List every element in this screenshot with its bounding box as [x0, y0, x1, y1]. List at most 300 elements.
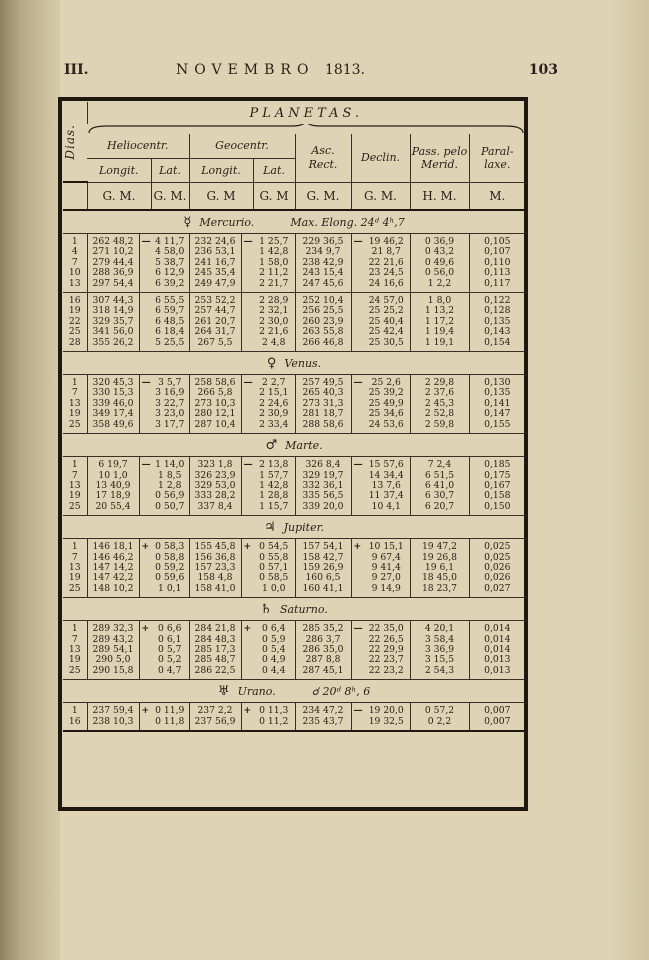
declin-cell: 25 40,4 [368, 316, 404, 327]
day-cell: 13 [68, 562, 81, 573]
geo-longit-cell: 257 44,7 [189, 306, 241, 316]
helio-lat-sign [139, 645, 151, 655]
asc-rect-cell: 288 58,6 [295, 420, 351, 434]
helio-lat-sign [139, 717, 151, 731]
geo-lat-sign: — [241, 375, 253, 389]
day-cell: 13 [68, 480, 81, 491]
pass-merid-cell: 6 30,7 [410, 491, 469, 501]
geo-lat-cell: 2 28,9 [253, 293, 295, 307]
asc-rect-cell: 159 26,9 [295, 563, 351, 573]
geo-lat-sign [241, 491, 253, 501]
planet-title-cell [63, 516, 525, 539]
brace-row [87, 124, 525, 134]
asc-rect-cell: 234 9,7 [295, 247, 351, 257]
unit-cell: M. [469, 182, 525, 210]
declin-sign: + [351, 539, 363, 553]
helio-lat-cell: 6 55,5 [151, 293, 189, 307]
geo-longit-cell: 285 48,7 [189, 655, 241, 665]
pass-merid-cell: 19 47,2 [410, 539, 469, 553]
heliocentr-header: Heliocentr. [107, 139, 169, 153]
geo-lat-cell: 1 42,8 [259, 480, 289, 491]
declin-cell: 11 37,4 [368, 491, 404, 502]
asc-rect-cell: 281 18,7 [295, 409, 351, 419]
parallaxe-header: Paral-laxe. [469, 134, 525, 182]
helio-longit-cell: 237 59,4 [87, 703, 139, 717]
helio-lat-cell: 0 59,2 [155, 562, 185, 573]
geo-lat-sign [241, 247, 253, 257]
parallaxe-cell: 0,135 [469, 388, 525, 398]
planet-symbol: ♀ [266, 355, 277, 371]
day-cell: 1 [71, 623, 78, 635]
day-cell: 13 [68, 398, 81, 409]
declin-cell: 25 42,4 [368, 327, 404, 338]
table-row [63, 409, 525, 419]
geo-lat-sign [241, 327, 253, 337]
planet-name: Jupiter. [283, 520, 325, 534]
pass-merid-cell: 6 51,5 [410, 471, 469, 481]
geo-lat-sign [241, 666, 253, 680]
declin-sign [351, 247, 363, 257]
geocentr-header: Geocentr. [189, 134, 295, 158]
declin-cell: 21 8,7 [371, 247, 401, 258]
page-number-left: III. [64, 62, 89, 78]
asc-rect-cell: 243 15,4 [295, 268, 351, 278]
geo-longit-cell: 258 58,6 [189, 375, 241, 389]
geo-lat-sign [241, 338, 253, 352]
table-row [63, 539, 525, 553]
declin-cell: 25 30,5 [368, 337, 404, 348]
parallaxe-cell: 0,143 [469, 327, 525, 337]
asc-rect-cell: 158 42,7 [295, 553, 351, 563]
ephemeris-table-frame [58, 97, 528, 811]
day-cell: 19 [68, 306, 81, 317]
asc-rect-cell: 229 36,5 [295, 234, 351, 248]
pass-merid-cell: 3 15,5 [410, 655, 469, 665]
table-row [63, 717, 525, 731]
helio-lat-sign [139, 420, 151, 434]
geo-longit-cell: 266 5,8 [189, 388, 241, 398]
declin-cell: 25 34,6 [368, 409, 404, 420]
declin-sign [351, 399, 363, 409]
geo-lat-cell: 0 58,5 [259, 573, 289, 584]
helio-lat-sign [139, 584, 151, 598]
day-cell: 1 [71, 377, 78, 389]
parallaxe-cell: 0,014 [469, 635, 525, 645]
parallaxe-cell: 0,013 [469, 666, 525, 680]
geo-lat-sign [241, 553, 253, 563]
geo-lat-sign [241, 279, 253, 293]
geo-lat-cell: 0 5,4 [262, 644, 286, 655]
geo-lat-sign [241, 420, 253, 434]
parallaxe-cell: 0,122 [469, 293, 525, 307]
asc-rect-cell: 238 42,9 [295, 258, 351, 268]
declin-cell: 25 39,2 [368, 388, 404, 399]
declin-cell: 24 53,6 [368, 419, 404, 430]
helio-lat-cell: 3 23,0 [155, 409, 185, 420]
declin-cell: 10 4,1 [371, 501, 401, 512]
helio-lat-sign [139, 573, 151, 583]
pass-merid-cell: 2 54,3 [410, 666, 469, 680]
declin-cell: 22 21,6 [368, 257, 404, 268]
pass-merid-cell: 2 37,6 [410, 388, 469, 398]
day-cell: 13 [68, 278, 81, 289]
day-cell: 25 [68, 583, 81, 594]
asc-rect-cell: 329 19,7 [295, 471, 351, 481]
declin-cell: 19 46,2 [368, 236, 404, 247]
declin-sign [351, 409, 363, 419]
month-title: NOVEMBRO [176, 62, 315, 78]
parallaxe-cell: 0,141 [469, 399, 525, 409]
day-cell: 19 [68, 409, 81, 420]
geo-lat-cell: 2 24,6 [259, 398, 289, 409]
asc-rect-cell: 265 40,3 [295, 388, 351, 398]
geo-lat-sign [241, 258, 253, 268]
helio-longit-cell: 297 54,4 [87, 279, 139, 293]
geo-lat-cell: 2 30,9 [259, 409, 289, 420]
declin-cell: 14 34,4 [368, 470, 404, 481]
geo-lat-cell: 1 58,0 [259, 257, 289, 268]
pass-merid-cell: 6 20,7 [410, 502, 469, 516]
declin-cell: 25 2,6 [371, 377, 401, 389]
asc-rect-cell: 160 6,5 [295, 573, 351, 583]
planet-section-header [63, 680, 525, 703]
declin-sign [351, 388, 363, 398]
helio-longit-cell: 20 55,4 [87, 502, 139, 516]
helio-longit-cell: 148 10,2 [87, 584, 139, 598]
pass-merid-cell: 1 19,4 [410, 327, 469, 337]
day-cell: 1 [71, 541, 78, 553]
declin-cell: 9 14,9 [371, 583, 401, 594]
helio-lat-sign [139, 481, 151, 491]
declin-sign: — [351, 234, 363, 248]
parallaxe-cell: 0,128 [469, 306, 525, 316]
page-edge-shadow [609, 0, 649, 960]
geo-longit-cell: 329 53,0 [189, 481, 241, 491]
geo-lat-cell: 1 0,0 [262, 583, 286, 594]
unit-cell: G. M. [351, 182, 410, 210]
table-row [63, 268, 525, 278]
asc-rect-cell: 332 36,1 [295, 481, 351, 491]
helio-longit-cell: 238 10,3 [87, 717, 139, 731]
unit-cell: G. M. [295, 182, 351, 210]
pass-merid-cell: 0 57,2 [410, 703, 469, 717]
parallaxe-cell: 0,026 [469, 573, 525, 583]
geo-lat-cell: 2 13,8 [259, 459, 289, 471]
helio-lat-sign [139, 293, 151, 307]
helio-lat-sign [139, 553, 151, 563]
planet-name: Marte. [285, 438, 323, 452]
asc-rect-cell: 260 23,9 [295, 317, 351, 327]
day-cell: 7 [71, 470, 78, 481]
helio-longit-cell: 147 42,2 [87, 573, 139, 583]
curly-brace [87, 124, 525, 134]
table-row [63, 635, 525, 645]
helio-lat-cell: 6 39,2 [155, 278, 185, 289]
day-cell: 25 [68, 501, 81, 512]
pass-merid-cell: 19 26,8 [410, 553, 469, 563]
parallaxe-cell: 0,014 [469, 645, 525, 655]
geo-longit-cell: 285 17,3 [189, 645, 241, 655]
helio-lat-sign: — [139, 375, 151, 389]
declin-sign: — [351, 375, 363, 389]
table-row [63, 703, 525, 717]
geo-lat-cell: 1 57,7 [259, 470, 289, 481]
table-row [63, 293, 525, 307]
geo-longit-cell: 249 47,9 [189, 279, 241, 293]
planet-title-cell [63, 434, 525, 457]
geo-lat-header: Lat. [253, 158, 295, 182]
asc-rect-cell: 234 47,2 [295, 703, 351, 717]
geo-lat-sign [241, 645, 253, 655]
asc-rect-cell: 326 8,4 [295, 457, 351, 471]
declin-cell: 22 29,9 [368, 644, 404, 655]
planet-section-header [63, 516, 525, 539]
asc-rect-cell: 235 43,7 [295, 717, 351, 731]
table-row [63, 234, 525, 248]
table-row [63, 502, 525, 516]
asc-rect-cell: 339 20,0 [295, 502, 351, 516]
pass-merid-cell: 1 19,1 [410, 338, 469, 352]
parallaxe-cell: 0,150 [469, 502, 525, 516]
helio-lat-cell: 5 25,5 [155, 337, 185, 348]
pass-merid-header: Pass. pelo Merid. [410, 134, 469, 182]
helio-lat-cell: 4 11,7 [155, 236, 185, 247]
planet-title-cell [63, 210, 525, 234]
geo-lat-sign: + [241, 539, 253, 553]
table-row [63, 563, 525, 573]
declin-cell: 9 41,4 [371, 562, 401, 573]
declin-cell: 15 57,6 [368, 459, 404, 471]
helio-longit-cell: 358 49,6 [87, 420, 139, 434]
helio-lat-header: Lat. [151, 158, 189, 182]
asc-rect-cell: 263 55,8 [295, 327, 351, 337]
helio-longit-cell: 289 54,1 [87, 645, 139, 655]
pass-merid-cell: 2 59,8 [410, 420, 469, 434]
geo-longit-cell: 236 53,1 [189, 247, 241, 257]
parallaxe-cell: 0,135 [469, 317, 525, 327]
geo-lat-cell: 2 21,7 [259, 278, 289, 289]
parallaxe-cell: 0,105 [469, 234, 525, 248]
table-row [63, 388, 525, 398]
asc-rect-cell: 247 45,6 [295, 279, 351, 293]
geo-longit-cell: 261 20,7 [189, 317, 241, 327]
geo-lat-cell: 0 57,1 [259, 562, 289, 573]
pass-merid-cell: 0 36,9 [410, 234, 469, 248]
pass-merid-cell: 6 41,0 [410, 481, 469, 491]
helio-lat-cell: 1 14,0 [155, 459, 185, 471]
unit-cell: G. M. [87, 182, 151, 210]
declin-sign [351, 279, 363, 293]
geo-lat-sign [241, 573, 253, 583]
helio-longit-cell: 279 44,4 [87, 258, 139, 268]
declin-sign [351, 635, 363, 645]
geo-lat-sign [241, 717, 253, 731]
pass-merid-cell: 19 6,1 [410, 563, 469, 573]
parallaxe-cell: 0,026 [469, 563, 525, 573]
table-row [63, 375, 525, 389]
geo-lat-cell: 0 11,3 [259, 705, 289, 717]
helio-lat-cell: 0 59,6 [155, 573, 185, 584]
declin-header: Declin. [351, 134, 410, 182]
table-bottom-rule [63, 731, 525, 732]
helio-longit-cell: 10 1,0 [87, 471, 139, 481]
helio-longit-cell: 17 18,9 [87, 491, 139, 501]
helio-lat-sign [139, 666, 151, 680]
declin-cell: 10 15,1 [368, 541, 404, 553]
geo-lat-sign [241, 655, 253, 665]
helio-lat-cell: 0 5,7 [158, 644, 182, 655]
geo-longit-cell: 232 24,6 [189, 234, 241, 248]
helio-lat-sign [139, 306, 151, 316]
day-cell: 10 [68, 268, 81, 279]
table-row [63, 481, 525, 491]
declin-sign [351, 645, 363, 655]
geo-longit-cell: 264 31,7 [189, 327, 241, 337]
table-row [63, 258, 525, 268]
geo-lat-sign [241, 317, 253, 327]
declin-cell: 25 25,2 [368, 306, 404, 317]
table-row [63, 247, 525, 257]
declin-sign [351, 471, 363, 481]
declin-cell: 25 49,9 [368, 398, 404, 409]
helio-lat-sign [139, 409, 151, 419]
helio-lat-cell: 0 11,9 [155, 705, 185, 717]
planet-name: Venus. [284, 356, 322, 370]
helio-lat-cell: 0 5,2 [158, 655, 182, 666]
declin-cell: 19 32,5 [368, 716, 404, 727]
pass-merid-cell: 0 2,2 [410, 717, 469, 731]
helio-lat-cell: 6 12,9 [155, 268, 185, 279]
table-row [63, 573, 525, 583]
declin-cell: 24 16,6 [368, 278, 404, 289]
pass-merid-cell: 4 20,1 [410, 621, 469, 635]
geo-longit-cell: 237 56,9 [189, 717, 241, 731]
geo-lat-cell: 0 55,8 [259, 552, 289, 563]
helio-lat-sign: + [139, 539, 151, 553]
helio-lat-cell: 0 4,7 [158, 665, 182, 676]
parallaxe-cell: 0,110 [469, 258, 525, 268]
declin-sign [351, 491, 363, 501]
geo-lat-cell: 1 25,7 [259, 236, 289, 247]
table-row [63, 655, 525, 665]
page-number-right: 103 [528, 62, 558, 78]
planet-title-cell [63, 598, 525, 621]
helio-lat-cell: 0 11,8 [155, 716, 185, 727]
helio-lat-cell: 3 17,7 [155, 419, 185, 430]
asc-rect-cell: 335 56,5 [295, 491, 351, 501]
helio-longit-cell: 318 14,9 [87, 306, 139, 316]
day-cell: 19 [68, 573, 81, 584]
pass-merid-cell: 0 43,2 [410, 247, 469, 257]
declin-sign [351, 655, 363, 665]
helio-longit-cell: 339 46,0 [87, 399, 139, 409]
declin-sign: — [351, 457, 363, 471]
table-row [63, 306, 525, 316]
pass-merid-cell: 0 56,0 [410, 268, 469, 278]
helio-longit-cell: 146 46,2 [87, 553, 139, 563]
declin-sign [351, 317, 363, 327]
helio-lat-sign [139, 258, 151, 268]
planet-name: Urano. [237, 684, 276, 698]
geo-lat-cell: 0 11,2 [259, 716, 289, 727]
day-cell: 7 [71, 552, 78, 563]
geo-lat-sign [241, 635, 253, 645]
planet-note: Max. Elong. 24ᵈ 4ʰ,7 [290, 215, 405, 229]
table-row [63, 279, 525, 293]
declin-sign [351, 258, 363, 268]
helio-longit-cell: 329 35,7 [87, 317, 139, 327]
parallaxe-cell: 0,147 [469, 409, 525, 419]
table-row [63, 491, 525, 501]
asc-rect-cell: 287 45,1 [295, 666, 351, 680]
day-cell: 7 [71, 257, 78, 268]
geo-lat-cell: 1 28,8 [259, 491, 289, 502]
helio-lat-cell: 6 48,5 [155, 316, 185, 327]
planet-note: ☌ 20ᵈ 8ʰ, 6 [311, 684, 371, 698]
geo-longit-cell: 157 23,3 [189, 563, 241, 573]
helio-lat-cell: 6 59,7 [155, 306, 185, 317]
table-row [63, 471, 525, 481]
parallaxe-cell: 0,013 [469, 655, 525, 665]
geo-lat-sign [241, 268, 253, 278]
helio-lat-sign [139, 279, 151, 293]
table-row [63, 399, 525, 409]
parallaxe-cell: 0,155 [469, 420, 525, 434]
helio-lat-sign: — [139, 234, 151, 248]
day-cell: 25 [68, 419, 81, 430]
table-row [63, 645, 525, 655]
geo-longit-cell: 237 2,2 [189, 703, 241, 717]
geo-lat-sign: + [241, 621, 253, 635]
geo-lat-sign [241, 481, 253, 491]
declin-sign [351, 573, 363, 583]
helio-longit-cell: 147 14,2 [87, 563, 139, 573]
planet-name: Mercurio. [199, 215, 255, 229]
helio-lat-cell: 1 8,5 [158, 470, 182, 481]
table-row [63, 584, 525, 598]
asc-rect-cell: 256 25,5 [295, 306, 351, 316]
day-cell: 19 [68, 655, 81, 666]
geo-longit-cell: 241 16,7 [189, 258, 241, 268]
table-row [63, 666, 525, 680]
declin-sign [351, 563, 363, 573]
helio-longit-cell: 341 56,0 [87, 327, 139, 337]
helio-lat-cell: 4 58,0 [155, 247, 185, 258]
declin-sign: — [351, 703, 363, 717]
declin-sign [351, 502, 363, 516]
helio-longit-cell: 349 17,4 [87, 409, 139, 419]
geo-longit-cell: 273 10,3 [189, 399, 241, 409]
helio-longit-cell: 290 5,0 [87, 655, 139, 665]
helio-longit-cell: 307 44,3 [87, 293, 139, 307]
helio-longit-cell: 146 18,1 [87, 539, 139, 553]
geo-longit-cell: 284 48,3 [189, 635, 241, 645]
asc-rect-cell: 286 35,0 [295, 645, 351, 655]
day-cell: 4 [71, 247, 78, 258]
geo-longit-cell: 333 28,2 [189, 491, 241, 501]
day-cell: 1 [71, 459, 78, 471]
table-row [63, 457, 525, 471]
helio-lat-sign [139, 268, 151, 278]
geo-longit-cell: 287 10,4 [189, 420, 241, 434]
geo-lat-sign: — [241, 457, 253, 471]
parallaxe-cell: 0,007 [469, 717, 525, 731]
helio-lat-sign [139, 247, 151, 257]
declin-cell: 22 35,0 [368, 623, 404, 635]
geo-lat-sign [241, 563, 253, 573]
geo-lat-cell: 2 2,7 [262, 377, 286, 389]
pass-merid-cell: 3 36,9 [410, 645, 469, 655]
